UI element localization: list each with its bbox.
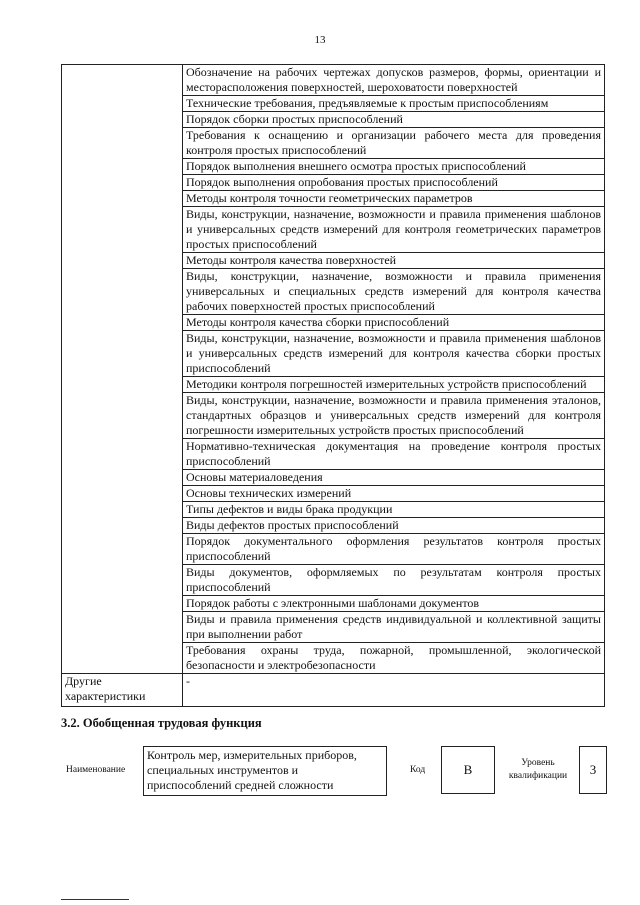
knowledge-item: Основы материаловедения (183, 470, 605, 486)
knowledge-item: Виды, конструкции, назначение, возможности и правила применения шаблонов и универсальных средств измерений для контроля геометрических параметров простых приспособлений (183, 207, 605, 253)
knowledge-item: Виды, конструкции, назначение, возможности и правила применения универсальных и специальных средств измерений для контроля качества рабочих поверхностей простых приспособлений (183, 269, 605, 315)
table-row (62, 65, 605, 96)
other-characteristics-label: Другие характеристики (62, 674, 183, 707)
knowledge-item: Порядок сборки простых приспособлений (183, 112, 605, 128)
qualification-level-label: Уровень квалификации (508, 758, 568, 781)
other-characteristics-row (62, 674, 605, 707)
other-characteristics-value: - (183, 674, 605, 707)
knowledge-item: Виды, конструкции, назначение, возможности и правила применения шаблонов и универсальных средств измерений для контроля качества сборки простых приспособлений (183, 331, 605, 377)
knowledge-item: Виды документов, оформляемых по результатам контроля простых приспособлений (183, 565, 605, 596)
section-heading: 3.2. Обобщенная трудовая функция (61, 716, 262, 730)
code-box: B (441, 746, 495, 794)
knowledge-item: Обозначение на рабочих чертежах допусков размеров, формы, ориентации и месторасположения поверхностей, шероховатости поверхностей (183, 65, 605, 96)
knowledge-item: Методы контроля точности геометрических параметров (183, 191, 605, 207)
page-number: 13 (314, 34, 326, 46)
knowledge-item: Нормативно-техническая документация на проведение контроля простых приспособлений (183, 439, 605, 470)
knowledge-item: Методы контроля качества поверхностей (183, 253, 605, 269)
knowledge-item: Методы контроля качества сборки приспособлений (183, 315, 605, 331)
knowledge-item: Требования к оснащению и организации рабочего места для проведения контроля простых приспособлений (183, 128, 605, 159)
code-label: Код (410, 765, 426, 775)
knowledge-item: Требования охраны труда, пожарной, промышленной, экологической безопасности и электробезопасности (183, 643, 605, 674)
knowledge-table-body (62, 65, 605, 707)
knowledge-item: Порядок выполнения внешнего осмотра простых приспособлений (183, 159, 605, 175)
knowledge-item: Виды и правила применения средств индивидуальной и коллективной защиты при выполнении работ (183, 612, 605, 643)
knowledge-item: Порядок документального оформления результатов контроля простых приспособлений (183, 534, 605, 565)
footnote-rule (61, 899, 129, 900)
knowledge-item: Технические требования, предъявляемые к простым приспособлениям (183, 96, 605, 112)
knowledge-item: Основы технических измерений (183, 486, 605, 502)
name-label: Наименование (66, 765, 126, 775)
knowledge-item: Порядок работы с электронными шаблонами документов (183, 596, 605, 612)
knowledge-item: Виды дефектов простых приспособлений (183, 518, 605, 534)
knowledge-item: Порядок выполнения опробования простых приспособлений (183, 175, 605, 191)
qualification-level-box: 3 (579, 746, 607, 794)
knowledge-item: Виды, конструкции, назначение, возможности и правила применения эталонов, стандартных образцов и универсальных средств измерений для контроля погрешности измерительных устройств простых приспособлений (183, 393, 605, 439)
knowledge-item: Методики контроля погрешностей измерительных устройств приспособлений (183, 377, 605, 393)
required-knowledge-label-cell (62, 65, 183, 674)
knowledge-item: Типы дефектов и виды брака продукции (183, 502, 605, 518)
knowledge-table (61, 64, 605, 707)
function-name-box: Контроль мер, измерительных приборов, специальных инструментов и приспособлений средней сложности (143, 746, 387, 796)
